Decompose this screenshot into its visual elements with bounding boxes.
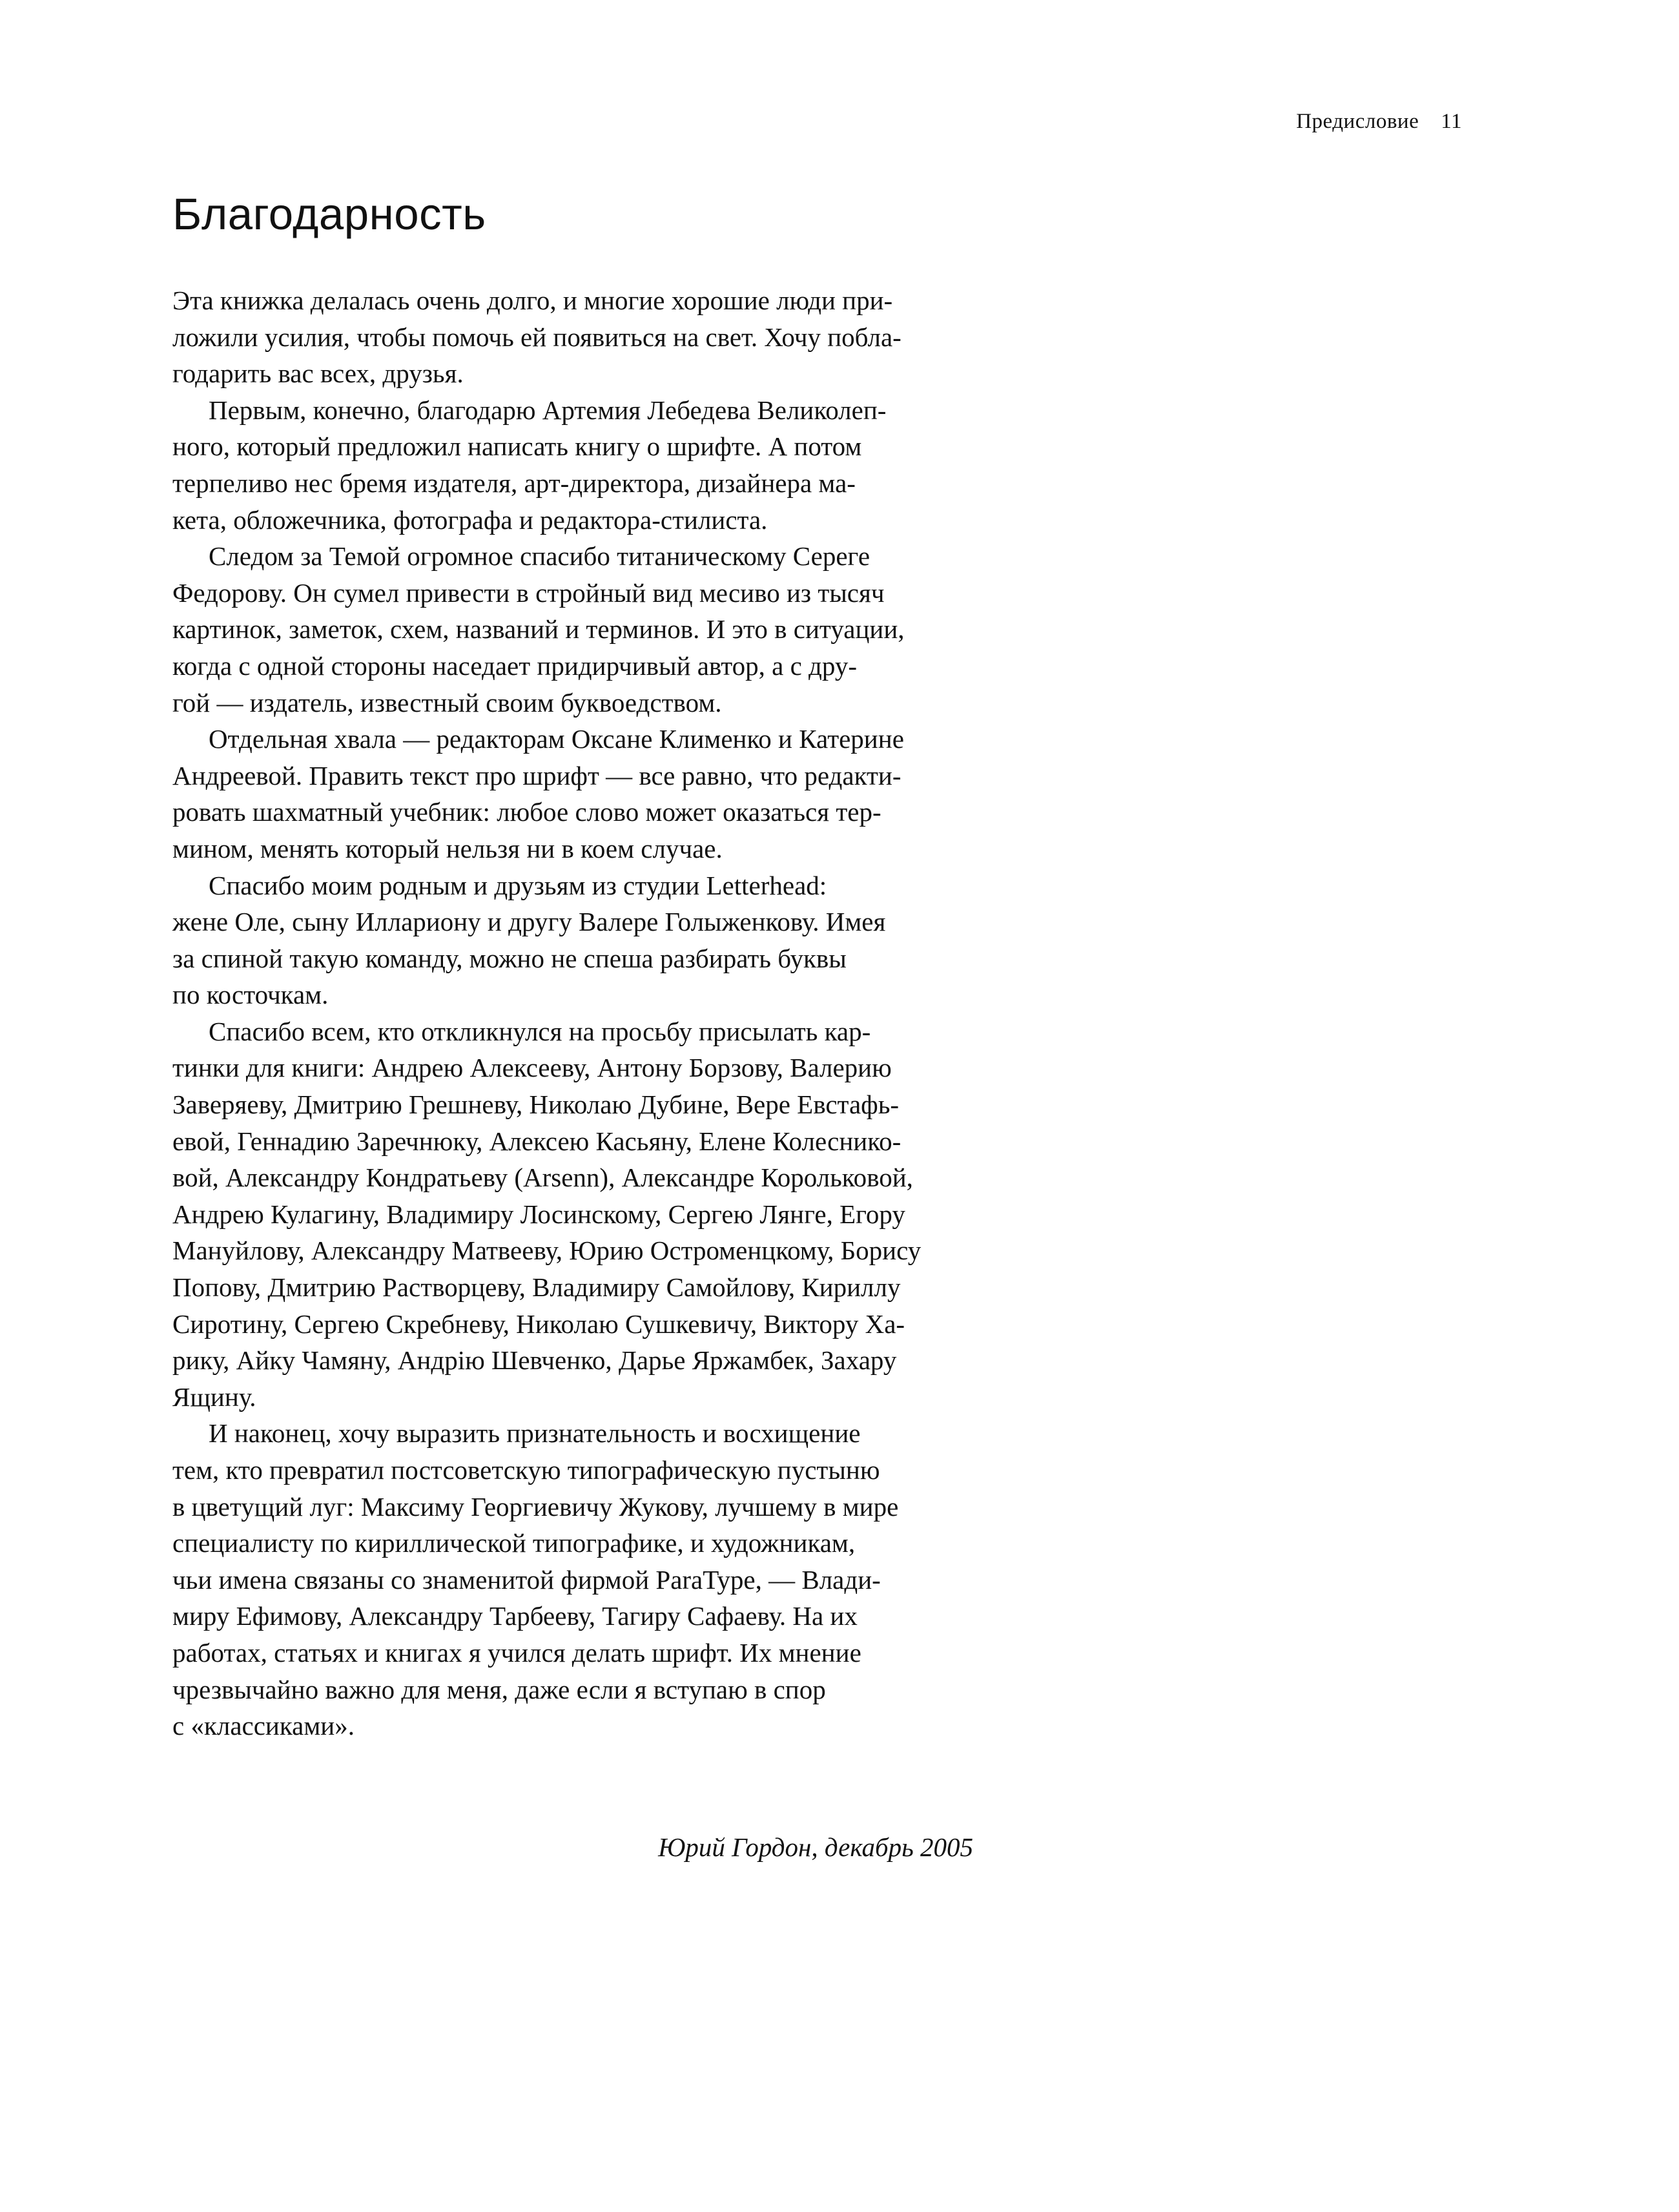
text-line: в цветущий луг: Максиму Георгиевичу Жукову, лучшему в мире — [172, 1491, 899, 1522]
text-line: чрезвычайно важно для меня, даже если я вступаю в спор — [172, 1674, 826, 1704]
text-line: кета, обложечника, фотографа и редактора-стилиста. — [172, 504, 768, 535]
paragraph-paratype — [172, 1415, 1025, 1744]
body-text — [172, 282, 1025, 1744]
text-line: терпеливо нес бремя издателя, арт-директора, дизайнера ма- — [172, 468, 856, 498]
text-line: мином, менять который нельзя ни в коем случае. — [172, 833, 723, 863]
text-line: жене Оле, сыну Иллариону и другу Валере Голыженкову. Имея — [172, 907, 886, 937]
text-line: работах, статьях и книгах я учился делать шрифт. Их мнение — [172, 1637, 861, 1668]
text-line: тем, кто превратил постсоветскую типографическую пустыню — [172, 1455, 880, 1485]
text-line: Спасибо всем, кто откликнулся на просьбу присылать кар- — [209, 1016, 871, 1046]
text-line: Сиротину, Сергею Скребневу, Николаю Сушкевичу, Виктору Ха- — [172, 1308, 905, 1339]
text-line: специалисту по кириллической типографике, и художникам, — [172, 1528, 856, 1558]
text-line: вой, Александру Кондратьеву (Arsenn), Александре Корольковой, — [172, 1163, 913, 1193]
text-line: ного, который предложил написать книгу о шрифте. А потом — [172, 431, 862, 462]
text-line: за спиной такую команду, можно не спеша разбирать буквы — [172, 943, 847, 973]
text-line: Следом за Темой огромное спасибо титаническому Сереге — [209, 541, 870, 572]
text-line: гой — издатель, известный своим буквоедством. — [172, 687, 722, 718]
paragraph-lebedev — [172, 392, 1025, 538]
text-line: Заверяеву, Дмитрию Грешневу, Николаю Дубине, Вере Евстафь- — [172, 1090, 900, 1120]
running-head-section: Предисловие — [1296, 110, 1419, 133]
text-line: ровать шахматный учебник: любое слово может оказаться тер- — [172, 797, 881, 827]
text-line: Первым, конечно, благодарю Артемия Лебедева Великолеп- — [209, 395, 887, 425]
paragraph-family — [172, 867, 1025, 1013]
paragraph-editors — [172, 721, 1025, 867]
text-line: картинок, заметок, схем, названий и терминов. И это в ситуации, — [172, 614, 905, 645]
text-line: И наконец, хочу выразить признательность и восхищение — [209, 1418, 861, 1449]
page-title: Благодарность — [172, 189, 486, 239]
text-line: Андреевой. Править текст про шрифт — все равно, что редакти- — [172, 760, 901, 791]
text-line: Попову, Дмитрию Растворцеву, Владимиру Самойлову, Кириллу — [172, 1272, 901, 1303]
text-line: евой, Геннадию Заречнюку, Алексею Касьяну, Елене Колеснико- — [172, 1126, 901, 1156]
text-line: с «классиками». — [172, 1711, 355, 1741]
text-line: Отдельная хвала — редакторам Оксане Клименко и Катерине — [209, 724, 904, 754]
paragraph-contributors — [172, 1013, 1025, 1416]
text-line: Андрею Кулагину, Владимиру Лосинскому, Сергею Лянге, Егору — [172, 1199, 905, 1229]
text-line: миру Ефимову, Александру Тарбееву, Тагиру Сафаеву. На их — [172, 1601, 858, 1631]
text-line: Федорову. Он сумел привести в стройный вид месиво из тысяч — [172, 577, 885, 608]
text-line: рику, Айку Чамяну, Андрію Шевченко, Дарье Яржамбек, Захару — [172, 1345, 897, 1376]
text-line: когда с одной стороны наседает придирчивый автор, а с дру- — [172, 650, 858, 681]
running-head — [1296, 110, 1462, 134]
page-number: 11 — [1441, 110, 1462, 133]
text-line: Спасибо моим родным и друзьям из студии Letterhead: — [209, 870, 827, 900]
paragraph-intro — [172, 282, 1025, 392]
text-line: чьи имена связаны со знаменитой фирмой ParaType, — Влади- — [172, 1564, 881, 1595]
text-line: тинки для книги: Андрею Алексееву, Антону Борзову, Валерию — [172, 1053, 892, 1083]
text-line: Эта книжка делалась очень долго, и многие хорошие люди при- — [172, 285, 893, 315]
text-line: Ящину. — [172, 1381, 256, 1412]
paragraph-fedorov — [172, 538, 1025, 721]
author-signature: Юрий Гордон, декабрь 2005 — [658, 1832, 973, 1862]
text-line: Мануйлову, Александру Матвееву, Юрию Остроменцкому, Борису — [172, 1235, 922, 1266]
text-line: ложили усилия, чтобы помочь ей появиться на свет. Хочу побла- — [172, 322, 901, 352]
text-line: годарить вас всех, друзья. — [172, 358, 464, 389]
text-line: по косточкам. — [172, 980, 329, 1010]
